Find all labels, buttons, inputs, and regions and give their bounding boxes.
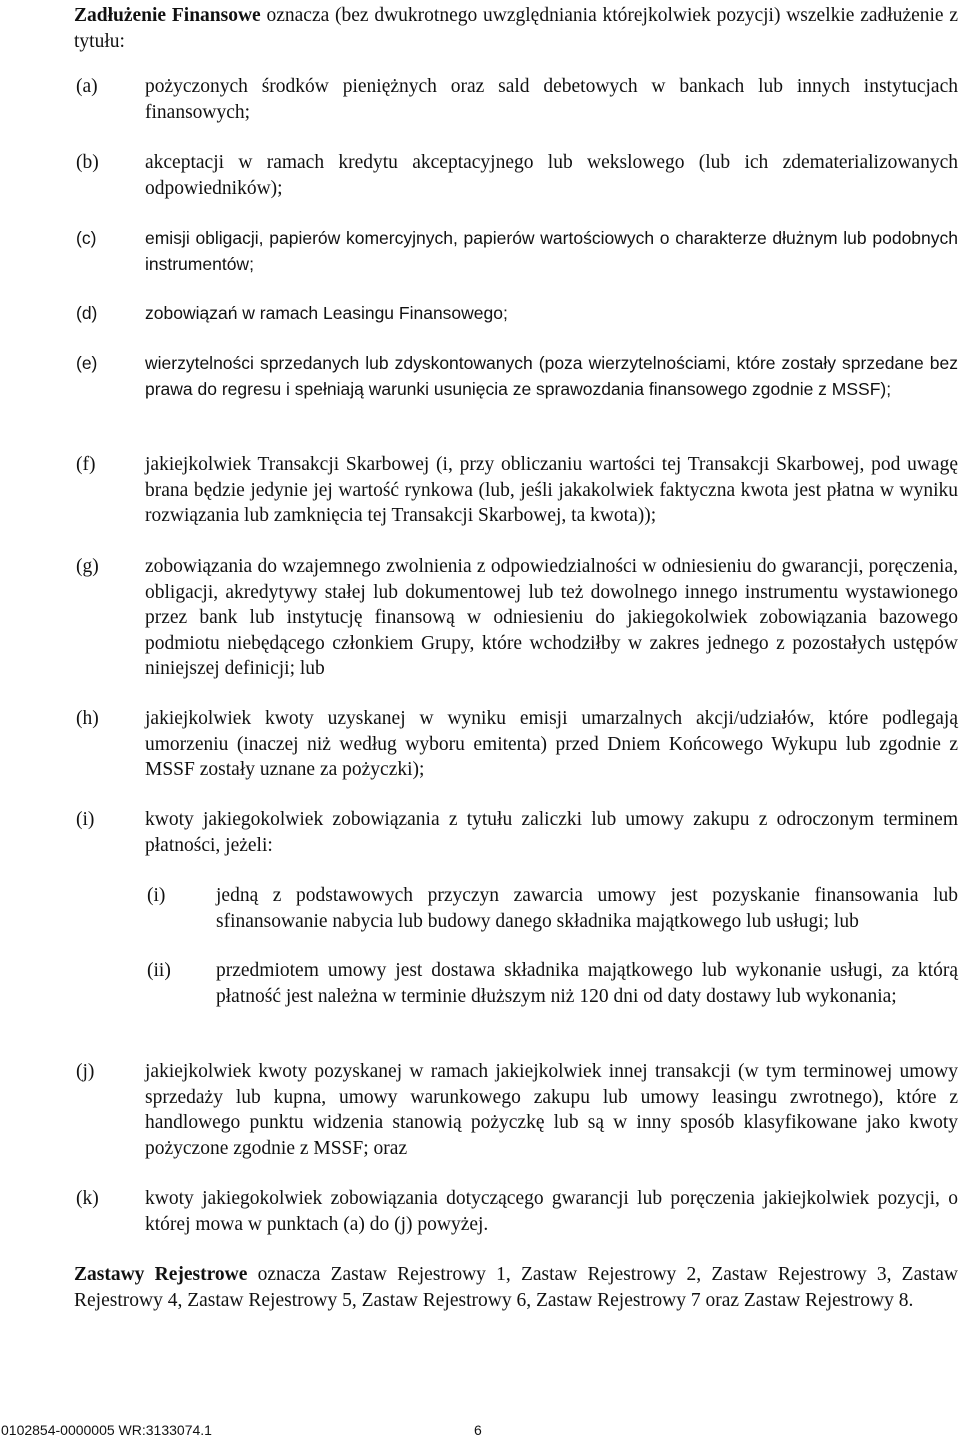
item-label: (b) xyxy=(76,152,99,173)
definition-text: oznacza Zastaw Rejestrowy 1, Zastaw Rejestrowy 2, Zastaw Rejestrowy 3, Zastaw Rejestrowy 4, Zastaw Rejestrowy 5, Zastaw Rejestrowy 6, Zastaw Rejestrowy 7 oraz Zastaw Rejestrowy 8. xyxy=(74,1264,958,1311)
item-label: (a) xyxy=(76,76,98,97)
item-label: (h) xyxy=(76,708,99,729)
list-item xyxy=(74,1186,958,1237)
item-text: jakiejkolwiek kwoty pozyskanej w ramach jakiejkolwiek innej transakcji (w tym terminowej umowy sprzedaży lub kupna, umowy warunkowego zakupu lub umowy leasingu zwrotnego), które z handlowego punktu widzenia stanowią pożyczkę lub są w inny sposób klasyfikowane jako kwoty pożyczone zgodnie z MSSF; oraz xyxy=(145,1061,958,1159)
list-item xyxy=(74,351,958,402)
defined-term: Zastawy Rejestrowe xyxy=(74,1264,248,1285)
sub-list-item xyxy=(145,883,958,934)
item-label: (f) xyxy=(76,454,96,475)
item-label: (c) xyxy=(76,228,97,248)
list-item xyxy=(74,1059,958,1161)
item-label: (j) xyxy=(76,1061,95,1082)
item-label: (i) xyxy=(76,809,95,830)
definition-text: oznacza (bez dwukrotnego uwzględniania którejkolwiek pozycji) wszelkie zadłużenie z tytułu: xyxy=(74,5,959,52)
list-item xyxy=(74,807,958,858)
item-text: kwoty jakiegokolwiek zobowiązania dotyczącego gwarancji lub poręczenia jakiejkolwiek pozycji, o której mowa w punktach (a) do (j) powyżej. xyxy=(145,1188,958,1235)
item-text: zobowiązania do wzajemnego zwolnienia z odpowiedzialności w odniesieniu do gwarancji, poręczenia, obligacji, akredytywy stałej lub dokumentowej lub też dowolnego innego instrumentu wystawionego przez bank lub instytucję finansową w odniesieniu do jakiegokolwiek zobowiązania bazowego podmiotu niebędącego członkiem Grupy, które wchodziłby w zakres jednego z pozostałych ustępów niniejszej definicji; lub xyxy=(145,556,958,679)
item-text: kwoty jakiegokolwiek zobowiązania z tytułu zaliczki lub umowy zakupu z odroczonym terminem płatności, jeżeli: xyxy=(145,809,958,856)
subitem-text: jedną z podstawowych przyczyn zawarcia umowy jest pozyskanie finansowania lub sfinansowanie nabycia lub budowy danego składnika majątkowego lub usługi; lub xyxy=(216,885,958,932)
list-item xyxy=(74,706,958,783)
list-item xyxy=(74,452,958,529)
item-text: wierzytelności sprzedanych lub zdyskontowanych (poza wierzytelnościami, które zostały sprzedane bez prawa do regresu i spełniają warunki usunięcia ze sprawozdania finansowego zgodnie z MSSF); xyxy=(145,353,958,399)
item-text: jakiejkolwiek Transakcji Skarbowej (i, przy obliczaniu wartości tej Transakcji Skarbowej, pod uwagę brana będzie jedynie jej wartość rynkowa (lub, jeśli jakakolwiek faktyczna kwota jest płatna w wyniku rozwiązania lub zamknięcia tej Transakcji Skarbowej, ta kwota)); xyxy=(145,454,958,526)
item-text: emisji obligacji, papierów komercyjnych, papierów wartościowych o charakterze dłużnym lub podobnych instrumentów; xyxy=(145,228,958,274)
list-item xyxy=(74,554,958,682)
page-number: 6 xyxy=(474,1422,482,1438)
definition-zastawy-rejestrowe xyxy=(74,1262,958,1313)
subitem-label: (ii) xyxy=(147,960,171,981)
item-label: (g) xyxy=(76,556,99,577)
item-label: (e) xyxy=(76,353,98,373)
list-item xyxy=(74,74,958,125)
item-label: (d) xyxy=(76,303,98,323)
subitem-text: przedmiotem umowy jest dostawa składnika majątkowego lub wykonanie usługi, za którą płatność jest należna w terminie dłuższym niż 120 dni od daty dostawy lub wykonania; xyxy=(216,960,958,1007)
document-reference: 0102854-0000005 WR:3133074.1 xyxy=(1,1422,212,1438)
item-text: jakiejkolwiek kwoty uzyskanej w wyniku emisji umarzalnych akcji/udziałów, które podlegają umorzeniu (inaczej niż według wyboru emitenta) przed Dniem Końcowego Wykupu lub zgodnie z MSSF zostały uznane za pożyczki); xyxy=(145,708,958,780)
item-text: zobowiązań w ramach Leasingu Finansowego; xyxy=(145,303,508,323)
list-item xyxy=(74,150,958,201)
subitem-label: (i) xyxy=(147,885,166,906)
item-label: (k) xyxy=(76,1188,99,1209)
item-text: pożyczonych środków pieniężnych oraz sald debetowych w bankach lub innych instytucjach finansowych; xyxy=(145,76,958,123)
defined-term: Zadłużenie Finansowe xyxy=(74,5,261,26)
definition-zadluzenie-finansowe xyxy=(74,3,958,54)
list-item xyxy=(74,301,958,327)
list-item xyxy=(74,226,958,277)
item-text: akceptacji w ramach kredytu akceptacyjnego lub wekslowego (lub ich zdematerializowanych odpowiedników); xyxy=(145,152,958,199)
sub-list-item xyxy=(145,958,958,1009)
